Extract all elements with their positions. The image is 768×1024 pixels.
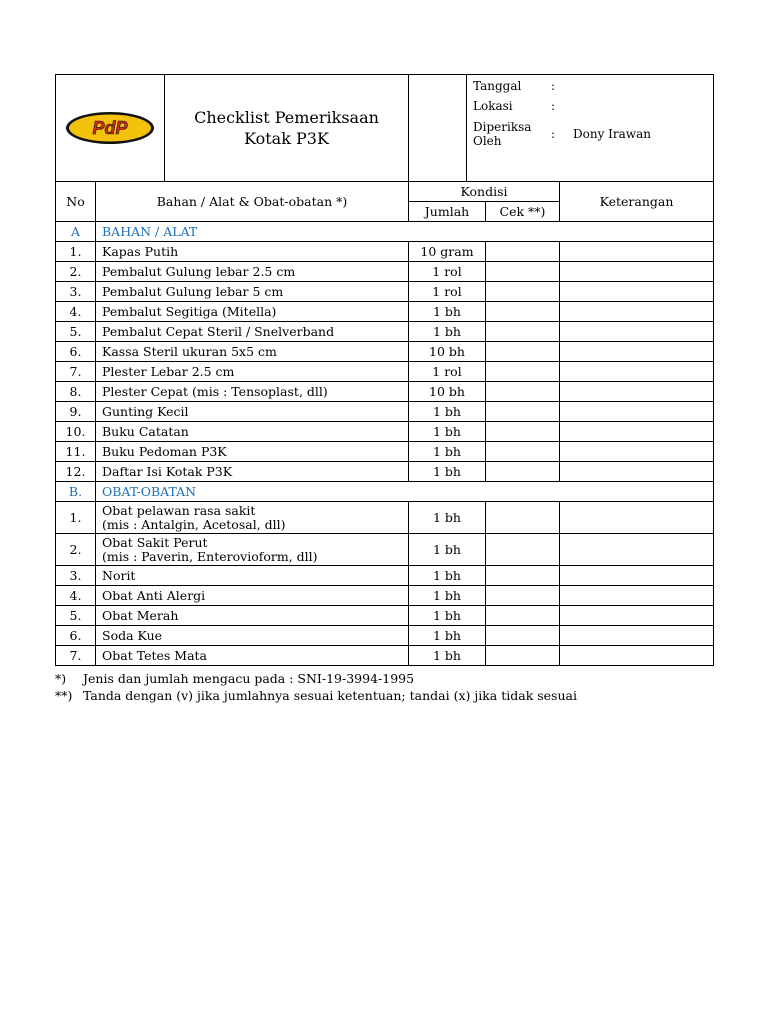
col-kondisi: Kondisi bbox=[409, 182, 560, 202]
meta-colon: : bbox=[551, 99, 556, 113]
meta-label: Lokasi bbox=[473, 99, 513, 113]
item-name: Soda Kue bbox=[102, 627, 163, 643]
section-name: OBAT-OBATAN bbox=[96, 482, 714, 502]
item-no: 2. bbox=[56, 262, 96, 282]
keterangan-cell[interactable] bbox=[560, 646, 714, 666]
item-name: Obat Tetes Mata bbox=[102, 647, 207, 663]
item-no: 9. bbox=[56, 402, 96, 422]
item-no: 3. bbox=[56, 566, 96, 586]
item-name: Obat Sakit Perut bbox=[102, 534, 208, 550]
item-qty: 1 bh bbox=[409, 566, 486, 586]
cek-cell[interactable] bbox=[486, 402, 560, 422]
item-name: Plester Lebar 2.5 cm bbox=[102, 363, 235, 379]
keterangan-cell[interactable] bbox=[560, 606, 714, 626]
item-no: 1. bbox=[56, 502, 96, 534]
item-qty: 10 gram bbox=[409, 242, 486, 262]
cek-cell[interactable] bbox=[486, 342, 560, 362]
cek-cell[interactable] bbox=[486, 442, 560, 462]
keterangan-cell[interactable] bbox=[560, 342, 714, 362]
keterangan-cell[interactable] bbox=[560, 502, 714, 534]
item-no: 4. bbox=[56, 586, 96, 606]
item-no: 4. bbox=[56, 302, 96, 322]
table-row bbox=[56, 442, 714, 462]
item-cell bbox=[96, 342, 409, 362]
item-qty: 1 bh bbox=[409, 534, 486, 566]
item-name: Kassa Steril ukuran 5x5 cm bbox=[102, 343, 277, 359]
item-cell bbox=[96, 534, 409, 566]
table-row bbox=[56, 646, 714, 666]
logo-text: PdP bbox=[92, 118, 128, 138]
item-no: 7. bbox=[56, 646, 96, 666]
item-detail: (mis : Paverin, Enterovioform, dll) bbox=[102, 548, 318, 564]
keterangan-cell[interactable] bbox=[560, 282, 714, 302]
keterangan-cell[interactable] bbox=[560, 382, 714, 402]
table-row bbox=[56, 534, 714, 566]
cek-cell[interactable] bbox=[486, 626, 560, 646]
cek-cell[interactable] bbox=[486, 282, 560, 302]
item-no: 3. bbox=[56, 282, 96, 302]
meta-value[interactable]: Dony Irawan bbox=[573, 127, 651, 141]
item-qty: 1 bh bbox=[409, 322, 486, 342]
keterangan-cell[interactable] bbox=[560, 586, 714, 606]
document-title bbox=[165, 75, 408, 181]
cek-cell[interactable] bbox=[486, 462, 560, 482]
logo-icon bbox=[64, 110, 156, 146]
col-item: Bahan / Alat & Obat-obatan *) bbox=[96, 182, 409, 222]
item-qty: 1 rol bbox=[409, 262, 486, 282]
checklist-table bbox=[55, 74, 714, 666]
footnote-text: Jenis dan jumlah mengacu pada : SNI-19-3994-1995 bbox=[83, 671, 415, 686]
meta-label: Tanggal bbox=[473, 79, 522, 93]
item-name: Obat Merah bbox=[102, 607, 179, 623]
table-row bbox=[56, 322, 714, 342]
cek-cell[interactable] bbox=[486, 362, 560, 382]
cek-cell[interactable] bbox=[486, 242, 560, 262]
item-name: Obat Anti Alergi bbox=[102, 587, 206, 603]
item-qty: 1 bh bbox=[409, 606, 486, 626]
table-row bbox=[56, 342, 714, 362]
item-detail: (mis : Antalgin, Acetosal, dll) bbox=[102, 516, 286, 532]
table-row bbox=[56, 362, 714, 382]
table-row bbox=[56, 626, 714, 646]
keterangan-cell[interactable] bbox=[560, 442, 714, 462]
item-qty: 1 bh bbox=[409, 626, 486, 646]
item-no: 8. bbox=[56, 382, 96, 402]
item-cell bbox=[96, 462, 409, 482]
item-cell bbox=[96, 606, 409, 626]
item-cell bbox=[96, 566, 409, 586]
table-row bbox=[56, 242, 714, 262]
item-cell bbox=[96, 382, 409, 402]
keterangan-cell[interactable] bbox=[560, 262, 714, 282]
keterangan-cell[interactable] bbox=[560, 302, 714, 322]
item-cell bbox=[96, 626, 409, 646]
table-row bbox=[56, 502, 714, 534]
section-name: BAHAN / ALAT bbox=[96, 222, 714, 242]
item-qty: 1 bh bbox=[409, 422, 486, 442]
cek-cell[interactable] bbox=[486, 302, 560, 322]
item-name: Buku Pedoman P3K bbox=[102, 443, 227, 459]
item-no: 6. bbox=[56, 626, 96, 646]
item-qty: 1 bh bbox=[409, 462, 486, 482]
section-row bbox=[56, 222, 714, 242]
cek-cell[interactable] bbox=[486, 606, 560, 626]
item-cell bbox=[96, 422, 409, 442]
meta-colon: : bbox=[551, 127, 556, 141]
table-row bbox=[56, 422, 714, 442]
col-keterangan: Keterangan bbox=[560, 182, 714, 222]
item-name: Pembalut Gulung lebar 2.5 cm bbox=[102, 263, 296, 279]
item-qty: 1 rol bbox=[409, 282, 486, 302]
keterangan-cell[interactable] bbox=[560, 322, 714, 342]
title-line-2: Kotak P3K bbox=[244, 129, 329, 148]
item-no: 11. bbox=[56, 442, 96, 462]
item-qty: 1 bh bbox=[409, 502, 486, 534]
keterangan-cell[interactable] bbox=[560, 534, 714, 566]
cek-cell[interactable] bbox=[486, 566, 560, 586]
footnote-text: Tanda dengan (v) jika jumlahnya sesuai ketentuan; tandai (x) jika tidak sesuai bbox=[83, 688, 577, 703]
keterangan-cell[interactable] bbox=[560, 462, 714, 482]
document-meta bbox=[466, 75, 713, 181]
footnote-mark: **) bbox=[55, 688, 73, 703]
item-name: Daftar Isi Kotak P3K bbox=[102, 463, 233, 479]
footnotes bbox=[55, 670, 713, 704]
item-name: Plester Cepat (mis : Tensoplast, dll) bbox=[102, 383, 328, 399]
item-no: 6. bbox=[56, 342, 96, 362]
item-no: 7. bbox=[56, 362, 96, 382]
table-row bbox=[56, 262, 714, 282]
meta-tanggal bbox=[473, 79, 707, 99]
item-qty: 10 bh bbox=[409, 342, 486, 362]
title-line-1: Checklist Pemeriksaan bbox=[194, 108, 379, 127]
meta-diperiksa bbox=[473, 119, 707, 149]
item-name: Norit bbox=[102, 567, 136, 583]
item-cell bbox=[96, 442, 409, 462]
cek-cell[interactable] bbox=[486, 502, 560, 534]
item-no: 10. bbox=[56, 422, 96, 442]
item-name: Pembalut Cepat Steril / Snelverband bbox=[102, 323, 335, 339]
item-name: Pembalut Gulung lebar 5 cm bbox=[102, 283, 284, 299]
item-qty: 1 rol bbox=[409, 362, 486, 382]
keterangan-cell[interactable] bbox=[560, 362, 714, 382]
item-no: 12. bbox=[56, 462, 96, 482]
table-row bbox=[56, 462, 714, 482]
footnote bbox=[55, 687, 713, 704]
cek-cell[interactable] bbox=[486, 262, 560, 282]
keterangan-cell[interactable] bbox=[560, 422, 714, 442]
item-no: 5. bbox=[56, 322, 96, 342]
footnote bbox=[55, 670, 713, 687]
item-no: 1. bbox=[56, 242, 96, 262]
item-cell bbox=[96, 646, 409, 666]
cek-cell[interactable] bbox=[486, 534, 560, 566]
document-header bbox=[56, 75, 714, 182]
cek-cell[interactable] bbox=[486, 646, 560, 666]
item-cell bbox=[96, 262, 409, 282]
table-row bbox=[56, 302, 714, 322]
table-row bbox=[56, 606, 714, 626]
item-qty: 1 bh bbox=[409, 302, 486, 322]
cek-cell[interactable] bbox=[486, 586, 560, 606]
item-qty: 1 bh bbox=[409, 402, 486, 422]
item-cell bbox=[96, 242, 409, 262]
item-name: Kapas Putih bbox=[102, 243, 179, 259]
item-cell bbox=[96, 402, 409, 422]
cek-cell[interactable] bbox=[486, 422, 560, 442]
table-row bbox=[56, 402, 714, 422]
meta-colon: : bbox=[551, 79, 556, 93]
keterangan-cell[interactable] bbox=[560, 566, 714, 586]
cek-cell[interactable] bbox=[486, 322, 560, 342]
item-no: 2. bbox=[56, 534, 96, 566]
section-row bbox=[56, 482, 714, 502]
keterangan-cell[interactable] bbox=[560, 626, 714, 646]
cek-cell[interactable] bbox=[486, 382, 560, 402]
col-no: No bbox=[56, 182, 96, 222]
section-code: B. bbox=[56, 482, 96, 502]
item-name: Gunting Kecil bbox=[102, 403, 189, 419]
footnote-mark: *) bbox=[55, 671, 67, 686]
item-no: 5. bbox=[56, 606, 96, 626]
item-cell bbox=[96, 362, 409, 382]
company-logo bbox=[56, 75, 165, 181]
item-qty: 1 bh bbox=[409, 586, 486, 606]
item-name: Pembalut Segitiga (Mitella) bbox=[102, 303, 277, 319]
item-cell bbox=[96, 502, 409, 534]
item-qty: 1 bh bbox=[409, 442, 486, 462]
item-cell bbox=[96, 282, 409, 302]
table-row bbox=[56, 382, 714, 402]
table-row bbox=[56, 566, 714, 586]
item-name: Buku Catatan bbox=[102, 423, 189, 439]
meta-lokasi bbox=[473, 99, 707, 119]
item-cell bbox=[96, 322, 409, 342]
item-cell bbox=[96, 586, 409, 606]
col-cek: Cek **) bbox=[486, 202, 560, 222]
item-qty: 10 bh bbox=[409, 382, 486, 402]
table-row bbox=[56, 586, 714, 606]
table-row bbox=[56, 282, 714, 302]
col-jumlah: Jumlah bbox=[409, 202, 486, 222]
checklist-sheet bbox=[55, 74, 713, 704]
item-cell bbox=[96, 302, 409, 322]
item-qty: 1 bh bbox=[409, 646, 486, 666]
keterangan-cell[interactable] bbox=[560, 242, 714, 262]
item-name: Obat pelawan rasa sakit bbox=[102, 502, 256, 518]
meta-label: Diperiksa Oleh bbox=[473, 120, 532, 148]
column-header-row-1 bbox=[56, 182, 714, 202]
section-code: A bbox=[56, 222, 96, 242]
keterangan-cell[interactable] bbox=[560, 402, 714, 422]
